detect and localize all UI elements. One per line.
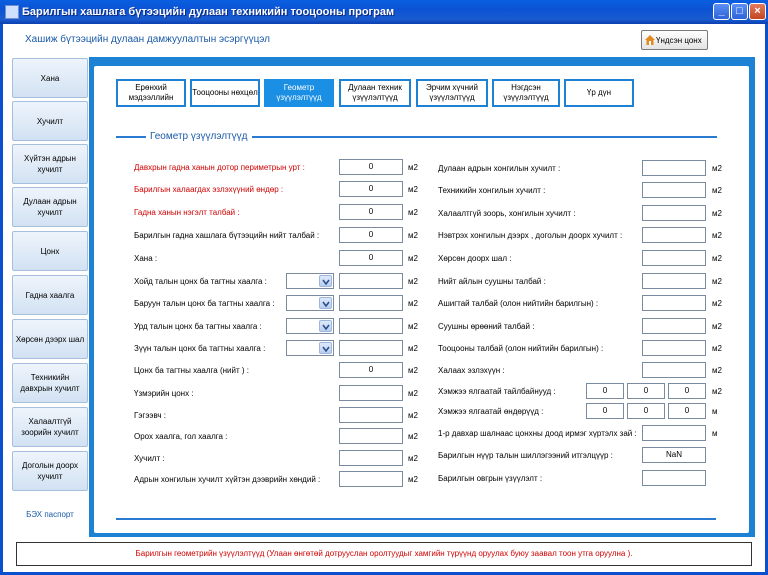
- unit-label: м2: [712, 387, 722, 396]
- wall-input[interactable]: 0: [339, 250, 403, 266]
- chevron-down-icon: [322, 323, 330, 331]
- warm-attic-input[interactable]: [642, 160, 706, 176]
- total-dwelling-area-input[interactable]: [642, 273, 706, 289]
- height-value-1[interactable]: 0: [586, 403, 624, 419]
- unit-label: м2: [712, 299, 722, 308]
- sidebar-item-passage-floor[interactable]: Доголын доорх хучилт: [12, 451, 88, 491]
- row-label: Орох хаалга, гол хаалга :: [134, 432, 228, 441]
- maximize-button[interactable]: □: [731, 3, 748, 20]
- home-button[interactable]: [641, 30, 708, 50]
- unit-label: м2: [408, 185, 418, 194]
- group-line-left: [116, 136, 146, 138]
- unheated-basement-input[interactable]: [642, 205, 706, 221]
- east-window-input[interactable]: [339, 340, 403, 356]
- unit-label: м2: [408, 389, 418, 398]
- tab-result[interactable]: Үр дүн: [564, 79, 634, 107]
- unit-label: м2: [408, 208, 418, 217]
- page-subtitle: Хашиж бүтээцийн дулаан дамжуулалтын эсэргүүцэл: [25, 34, 271, 45]
- unit-label: м2: [712, 164, 722, 173]
- total-envelope-input[interactable]: 0: [339, 227, 403, 243]
- row-label: Барилгын халаагдах эзлэхүүний өндөр :: [134, 185, 284, 194]
- unit-label: м2: [712, 344, 722, 353]
- display-window-input[interactable]: [339, 385, 403, 401]
- status-bar: Барилгын геометрийн үзүүлэлтүүд (Улаан өнгөтөй дотрууслан оролтуудыг хамгийн түрүүнд оруулах буюу заавал тоон утга оруулна ).: [16, 542, 752, 566]
- technical-floor-input[interactable]: [642, 182, 706, 198]
- row-label: Тооцооны талбай (олон нийтийн барилгын) :: [438, 344, 604, 353]
- unit-label: м2: [408, 277, 418, 286]
- row-label: Хэмжээ ялгаатай тайлбайнууд :: [438, 387, 556, 396]
- west-window-input[interactable]: [339, 295, 403, 311]
- ground-floor-input[interactable]: [642, 250, 706, 266]
- sidebar: [12, 57, 89, 537]
- height-value-2[interactable]: 0: [627, 403, 665, 419]
- roof-input[interactable]: [339, 450, 403, 466]
- sidebar-item-passport[interactable]: БЭХ паспорт: [12, 494, 88, 534]
- glazing-coefficient-output: NaN: [642, 447, 706, 463]
- row-label: Баруун талын цонх ба тагтны хаалга :: [134, 299, 275, 308]
- close-button[interactable]: ×: [749, 3, 766, 20]
- row-label: 1-р давхар шалнаас цонхны доод ирмэг хүртэлх зай :: [438, 429, 637, 438]
- unit-label: м2: [408, 254, 418, 263]
- unit-label: м2: [408, 299, 418, 308]
- row-label: Урд талын цонх ба тагтны хаалга :: [134, 322, 262, 331]
- row-label: Халаалтгүй зоорь, хонгилын хучилт :: [438, 209, 576, 218]
- tab-summary[interactable]: Нэгдсэн үзүүлэлтүүд: [492, 79, 560, 107]
- row-label: Барилгын гадна хашлага бүтээцийн нийт талбай :: [134, 231, 320, 240]
- east-window-select[interactable]: [286, 340, 334, 356]
- row-label: Хучилт :: [134, 454, 165, 463]
- tab-conditions[interactable]: Тооцооны нөхцөл: [190, 79, 260, 107]
- row-label: Үзмэрийн цонх :: [134, 389, 194, 398]
- row-label: Суушны өрөөний талбай :: [438, 322, 535, 331]
- window-sill-height-input[interactable]: [642, 425, 706, 441]
- north-window-input[interactable]: [339, 273, 403, 289]
- row-label: Хэмжээ ялгаатай өндөрүүд :: [438, 407, 544, 416]
- sidebar-item-wall[interactable]: Хана: [12, 58, 88, 98]
- sidebar-item-ground-floor[interactable]: Хөрсөн дээрх шал: [12, 319, 88, 359]
- unit-label: м2: [712, 209, 722, 218]
- row-label: Барилгын нүүр талын шиллэгээний итгэлцүүр :: [438, 451, 613, 460]
- sidebar-item-cold-attic[interactable]: Хүйтэн адрын хучилт: [12, 144, 88, 184]
- heated-height-input[interactable]: 0: [339, 181, 403, 197]
- north-window-select[interactable]: [286, 273, 334, 289]
- row-label: Халаах эзлэхүүн :: [438, 366, 505, 375]
- unit-label: м: [712, 407, 718, 416]
- unit-label: м2: [712, 231, 722, 240]
- group-bottom-line: [116, 518, 716, 520]
- compactness-input[interactable]: [642, 470, 706, 486]
- row-label: Нэвтрэх хонгилын дээрх , доголын доорх хучилт :: [438, 231, 623, 240]
- row-label: Цонх ба тагтны хаалга (нийт ) :: [134, 366, 249, 375]
- unit-label: м2: [408, 454, 418, 463]
- skylight-input[interactable]: [339, 407, 403, 423]
- unit-label: м2: [408, 163, 418, 172]
- unit-label: м2: [408, 366, 418, 375]
- row-label: Гэгээвч :: [134, 411, 166, 420]
- unit-label: м2: [408, 231, 418, 240]
- row-label: Нийт айлын суушны талбай :: [438, 277, 546, 286]
- group-line-right: [252, 136, 717, 138]
- tab-thermal[interactable]: Дулаан техник үзүүлэлтүүд: [339, 79, 411, 107]
- entrance-door-input[interactable]: [339, 428, 403, 444]
- row-label: Хөрсөн доорх шал :: [438, 254, 512, 263]
- app-icon: [5, 5, 19, 19]
- area-value-3[interactable]: 0: [668, 383, 706, 399]
- sidebar-item-unheated-basement[interactable]: Халаалтгүй зоорийн хучилт: [12, 407, 88, 447]
- unit-label: м2: [712, 254, 722, 263]
- heated-volume-input[interactable]: [642, 362, 706, 378]
- unit-label: м2: [712, 277, 722, 286]
- unit-label: м2: [712, 186, 722, 195]
- unit-label: м2: [712, 366, 722, 375]
- total-window-input[interactable]: 0: [339, 362, 403, 378]
- area-value-1[interactable]: 0: [586, 383, 624, 399]
- row-label: Хойд талын цонх ба тагтны хаалга :: [134, 277, 267, 286]
- window-title: Барилгын хашлага бүтээцийн дулаан техникийн тооцооны програм: [22, 6, 395, 18]
- row-label: Дулаан адрын хонгилын хучилт :: [438, 164, 561, 173]
- unit-label: м2: [408, 322, 418, 331]
- sidebar-item-window[interactable]: Цонх: [12, 231, 88, 271]
- chevron-down-icon: [322, 345, 330, 353]
- room-area-input[interactable]: [642, 318, 706, 334]
- row-label: Гадна ханын нэгэлт талбай :: [134, 208, 240, 217]
- unit-label: м: [712, 429, 718, 438]
- sidebar-item-roof[interactable]: Хучилт: [12, 101, 88, 141]
- row-label: Ашигтай талбай (олон нийтийн барилгын) :: [438, 299, 599, 308]
- cold-attic-input[interactable]: [339, 471, 403, 487]
- row-label: Техникийн хонгилын хучилт :: [438, 186, 546, 195]
- chevron-down-icon: [322, 300, 330, 308]
- calc-area-input[interactable]: [642, 340, 706, 356]
- useful-area-input[interactable]: [642, 295, 706, 311]
- unit-label: м2: [712, 322, 722, 331]
- tab-energy[interactable]: Эрчим хүчний үзүүлэлтүүд: [416, 79, 488, 107]
- area-value-2[interactable]: 0: [627, 383, 665, 399]
- south-window-input[interactable]: [339, 318, 403, 334]
- unit-label: м2: [408, 411, 418, 420]
- west-window-select[interactable]: [286, 295, 334, 311]
- passage-floor-input[interactable]: [642, 227, 706, 243]
- tab-geometry[interactable]: Геометр үзүүлэлтүүд: [264, 79, 334, 107]
- row-label: Зүүн талын цонх ба тагтны хаалга :: [134, 344, 266, 353]
- row-label: Давхрын гадна ханын дотор периметрын урт :: [134, 163, 305, 172]
- sidebar-item-technical-floor[interactable]: Техникийн давхрын хучилт: [12, 363, 88, 403]
- unit-label: м2: [408, 475, 418, 484]
- home-icon: [645, 35, 655, 45]
- chevron-down-icon: [322, 278, 330, 286]
- row-label: Хана :: [134, 254, 158, 263]
- wall-area-input[interactable]: 0: [339, 204, 403, 220]
- south-window-select[interactable]: [286, 318, 334, 334]
- row-label: Адрын хонгилын хучилт хүйтэн дээврийн хөндий :: [134, 475, 321, 484]
- row-label: Барилгын овгрын үзүүлэлт :: [438, 474, 543, 483]
- unit-label: м2: [408, 344, 418, 353]
- minimize-button[interactable]: _: [713, 3, 730, 20]
- sidebar-item-outer-door[interactable]: Гадна хаалга: [12, 275, 88, 315]
- tab-general[interactable]: Ерөнхий мэдээллийн: [116, 79, 186, 107]
- sidebar-item-warm-attic[interactable]: Дулаан адрын хучилт: [12, 187, 88, 227]
- height-value-3[interactable]: 0: [668, 403, 706, 419]
- perimeter-input[interactable]: 0: [339, 159, 403, 175]
- title-bar: [0, 0, 768, 24]
- unit-label: м2: [408, 432, 418, 441]
- group-title: Геометр үзүүлэлтүүд: [150, 131, 248, 142]
- home-button-label: Үндсэн цонх: [656, 36, 702, 45]
